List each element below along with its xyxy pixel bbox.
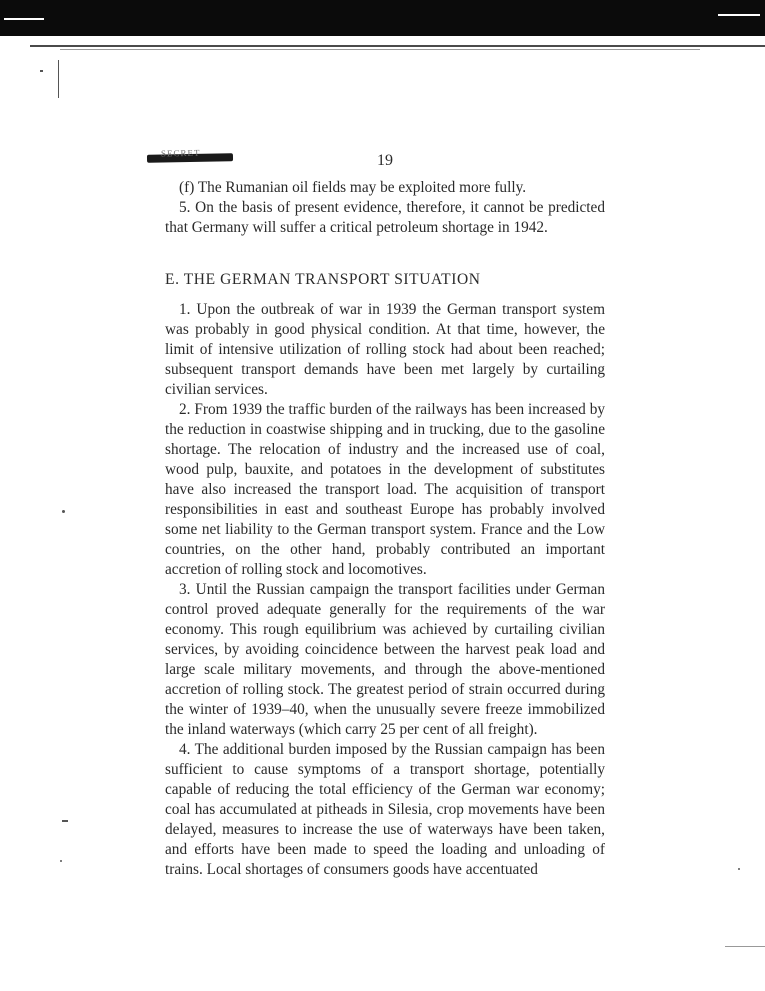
- classification-redaction: [147, 147, 233, 162]
- margin-mark: [62, 820, 68, 822]
- scan-rule: [30, 45, 765, 47]
- paragraph-3: 3. Until the Russian campaign the transport facilities under German control proved adequate generally for the requirements of the war economy. This rough equilibrium was achieved by curtailing civilian services, by avoiding coincidence between the harvest peak load and large scale military movements, and through the above-mentioned accretion of rolling stock. The greatest period of strain occurred during the winter of 1939–40, when the unusually severe freeze immobilized the inland waterways (which carry 25 per cent of all freight).: [165, 581, 605, 738]
- page-number: 19: [377, 152, 393, 169]
- scan-top-band: [0, 0, 765, 36]
- scan-edge: [725, 946, 765, 947]
- margin-mark: [40, 70, 43, 72]
- scan-speck: [62, 510, 65, 513]
- scan-speck: [60, 860, 62, 862]
- paragraph-1: 1. Upon the outbreak of war in 1939 the German transport system was probably in good physical condition. At that time, however, the limit of intensive utilization of rolling stock had about been reached; subsequent transport demands have been met largely by curtailing civilian services.: [165, 301, 605, 398]
- paragraph-4: 4. The additional burden imposed by the Russian campaign has been sufficient to cause symptoms of a transport shortage, potentially capable of reducing the total efficiency of the German war economy; coal has accumulated at pitheads in Silesia, crop movements have been delayed, measures to increase the use of waterways have been taken, and efforts have been made to speed the loading and unloading of trains. Local shortages of consumers goods have accentuated: [165, 741, 605, 878]
- classification-stamp: SECRET: [160, 147, 201, 159]
- scan-rule: [60, 49, 700, 50]
- scan-artifact: [718, 14, 760, 16]
- paragraph-2: 2. From 1939 the traffic burden of the railways has been increased by the reduction in coastwise shipping and in trucking, due to the gasoline shortage. The relocation of industry and the increased use of coal, wood pulp, bauxite, and potatoes in the development of substitutes have also increased the transport load. The acquisition of transport responsibilities in east and southeast Europe has probably involved some net liability to the German transport system. France and the Low countries, on the other hand, probably contributed an important accretion of rolling stock and locomotives.: [165, 401, 605, 578]
- paragraph-f: (f) The Rumanian oil fields may be exploited more fully.: [179, 179, 527, 196]
- paragraph-5: 5. On the basis of present evidence, therefore, it cannot be predicted that Germany will suffer a critical petroleum shortage in 1942.: [165, 199, 605, 236]
- margin-mark: [58, 60, 59, 98]
- section-heading: E. THE GERMAN TRANSPORT SITUATION: [165, 271, 481, 288]
- scan-speck: [738, 868, 740, 870]
- scan-artifact: [4, 18, 44, 20]
- page-body: [165, 178, 605, 880]
